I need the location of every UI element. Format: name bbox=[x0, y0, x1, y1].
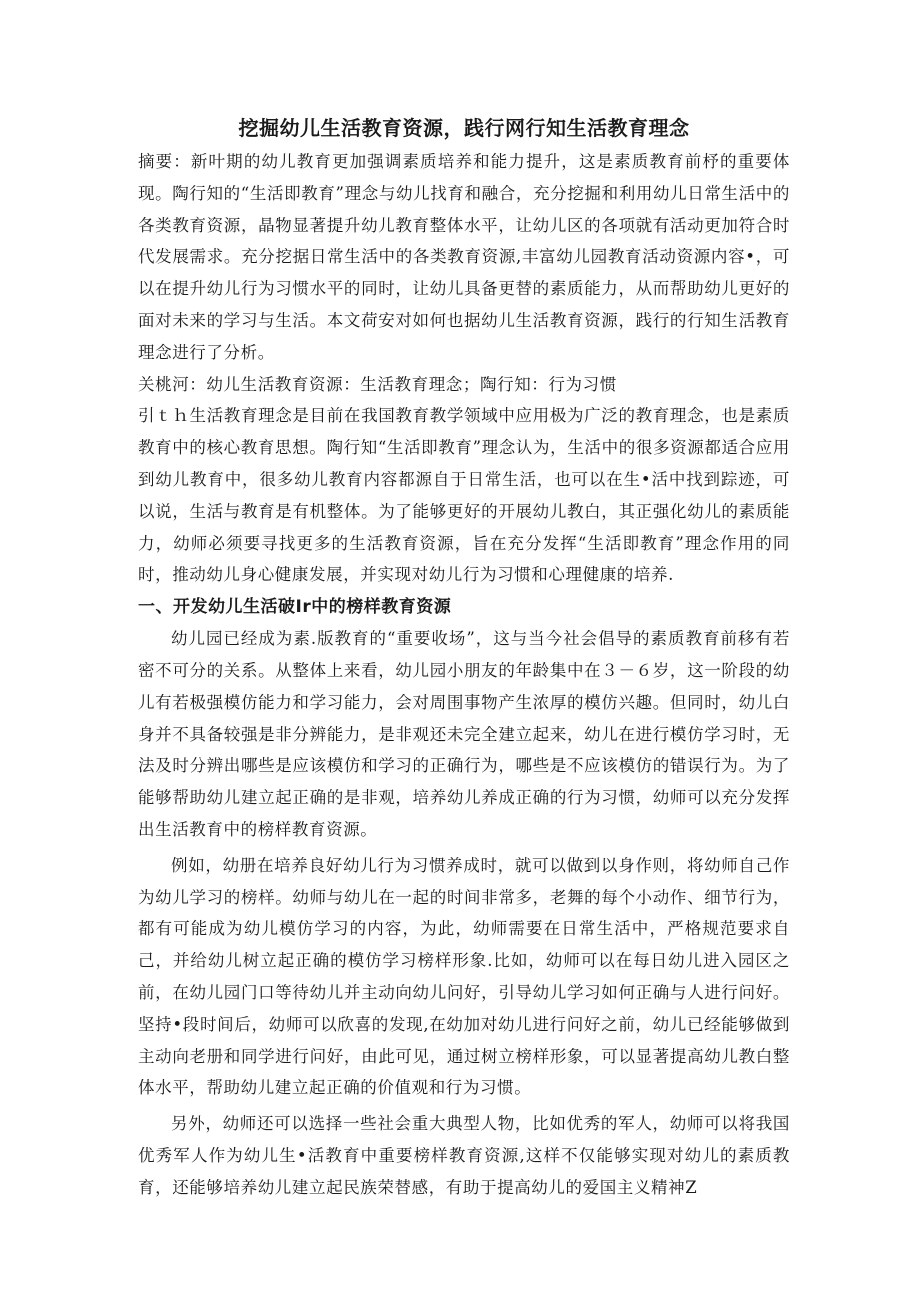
section-heading: 一、开发幼儿生活破Ir中的榜样教育资源 bbox=[138, 597, 452, 618]
document-title: 挖掘幼儿生活教育资源，践行网行知生活教育理念 bbox=[238, 116, 690, 140]
body-paragraph-2: 例如，幼册在培养良好幼儿行为习惯养成时，就可以做到以身作则，将幼师自己作为幼儿学习的榜样。幼师与幼儿在一起的时间非常多，老舞的每个小动作、细节行为，都有可能成为幼儿模仿学习的内容，为此，幼师需要在日常生活中，严格规范要求自己，并给幼儿树立起正确的模仿学习榜样形象.比如，幼师可以在每日幼儿进入园区之前，在幼儿园门口等待幼儿并主动向幼儿问好，引导幼儿学习如何正确与人进行问好。坚持•段时间后，幼师可以欣喜的发现,在幼加对幼儿进行问好之前，幼儿已经能够做到主动向老册和同学进行问好，由此可见，通过树立榜样形象，可以显著提高幼儿教白整体水平，帮助幼儿建立起正确的价值观和行为习惯。 bbox=[138, 855, 790, 1098]
document-page bbox=[138, 112, 790, 1204]
keywords-line: 关桃河：幼儿生活教育资源：生活教育理念；陶行知：行为习惯 bbox=[138, 374, 617, 394]
body-paragraph-3: 另外，幼师还可以选择一些社会重大典型人物，比如优秀的军人，幼师可以将我国优秀军人作为幼儿生•活教育中重要榜样教育资源,这样不仅能够实现对幼儿的素质教育，还能够培养幼儿建立起民族荣替感，有助于提高幼儿的爱国主义精神Z bbox=[138, 1114, 790, 1197]
intro-paragraph: 引ｔｈ生活教育理念是目前在我国教育教学领域中应用极为广泛的教育理念，也是素质教育中的核心教育思想。陶行知“生活即教育”理念认为，生活中的很多资源都适合应用到幼儿教育中，很多幼儿教育内容都源自于日常生活，也可以在生•活中找到踪迹，可以说，生活与教育是有机整体。为了能够更好的开展幼儿教白，其正强化幼儿的素质能力，幼师必须要寻找更多的生活教育资源，旨在充分发挥“生活即教育”理念作用的同时，推动幼儿身心健康发展，并实现对幼儿行为习惯和心理健康的培养. bbox=[138, 406, 790, 585]
abstract-paragraph: 摘要：新叶期的幼儿教育更加强调素质培养和能力提升，这是素质教育前杼的重要体现。陶行知的“生活即教育”理念与幼儿找育和融合，充分挖掘和利用幼儿日常生活中的各类教育资源，晶物显著提升幼儿教育整体水平，让幼儿区的各项就有活动更加符合时代发展需求。充分挖据日常生活中的各类教育资源,丰富幼儿园教育活动资源内容•，可以在提升幼儿行为习惯水平的同时，让幼儿具备更替的素质能力，从而帮助幼儿更好的面对未来的学习与生活。本文荷安对如何也据幼儿生活教育资源，践行的行知生活教育理念进行了分析。 bbox=[138, 152, 790, 362]
body-paragraph-1: 幼儿园已经成为素.版教育的“重要收场”，这与当今社会倡导的素质教育前移有若密不可分的关系。从整体上来看，幼儿园小朋友的年龄集中在３－６岁，这一阶段的幼儿有若极强模仿能力和学习能力，会对周围事物产生浓厚的模仿兴趣。但同时，幼儿白身并不具备较强是非分辨能力，是非观还未完全建立起来，幼儿在进行模仿学习时，无法及时分辨出哪些是应该模仿和学习的正确行为，哪些是不应该模仿的错误行为。为了能够帮助幼儿建立起正确的是非观，培养幼儿养成正确的行为习惯，幼师可以充分发挥出生活教育中的榜样教育资源。 bbox=[138, 629, 790, 839]
